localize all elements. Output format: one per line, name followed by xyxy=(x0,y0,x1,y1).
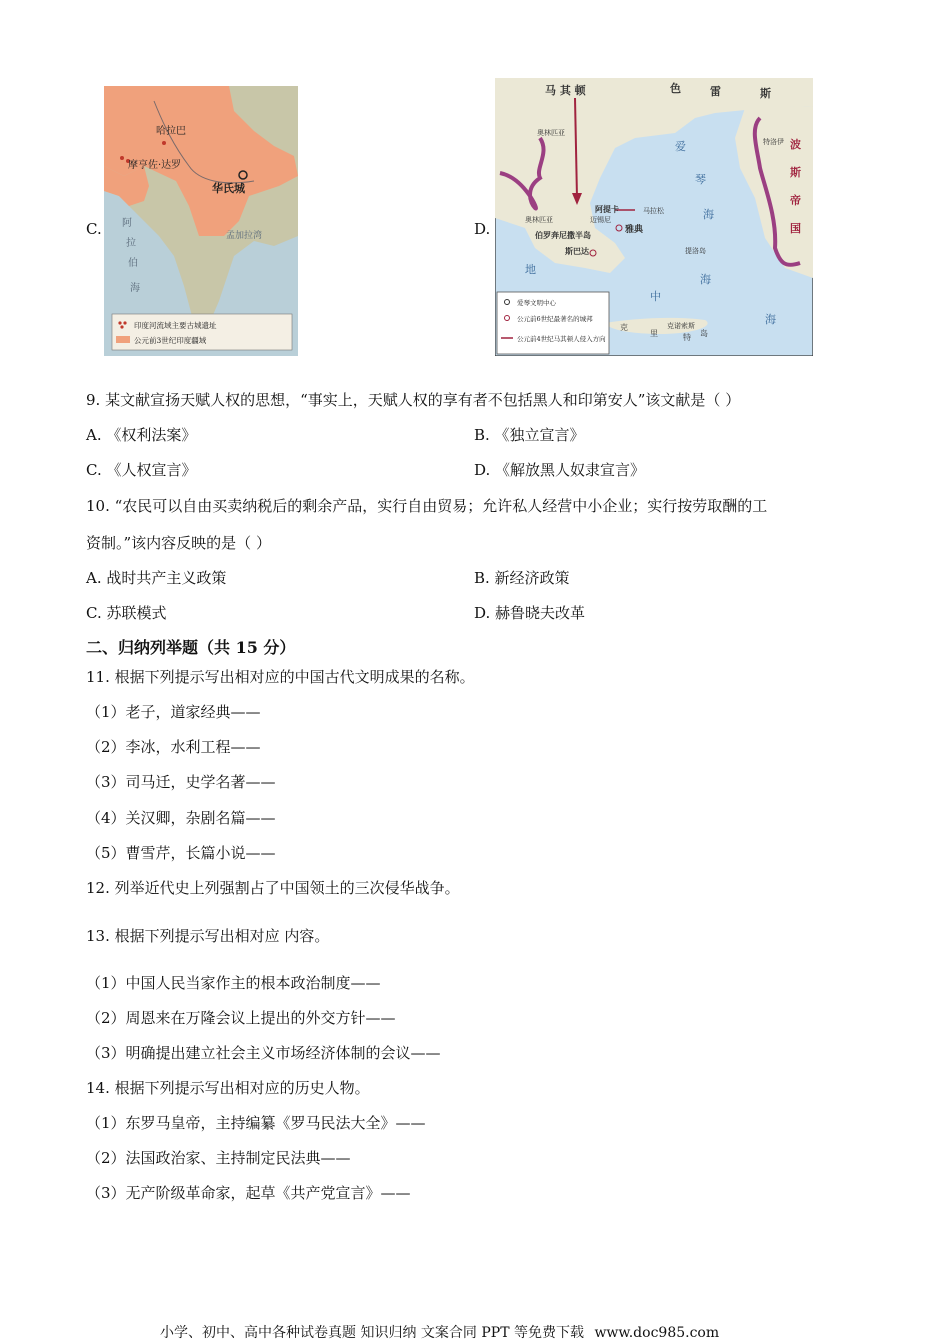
persia-4: 国 xyxy=(790,222,801,235)
sea-arabian-1: 阿 xyxy=(122,218,132,229)
q9-stem: 9. 某文献宣扬天赋人权的思想，“事实上，天赋人权的享有者不包括黑人和印第安人”该文献是（ ） xyxy=(86,391,741,409)
sea-aegean-3: 海 xyxy=(703,208,714,221)
sea-aegean-1: 爱 xyxy=(675,140,686,153)
q9-option-a: A. 《权利法案》 xyxy=(86,426,197,444)
q11-item-5: （5）曹雪芹，长篇小说—— xyxy=(86,844,276,862)
sea-med-1: 地 xyxy=(525,263,536,276)
persia-1: 波 xyxy=(790,138,801,151)
crete-2: 里 xyxy=(650,329,658,338)
sea-arabian-4: 海 xyxy=(130,283,140,294)
q10-stem-line2: 资制。”该内容反映的是（ ） xyxy=(86,534,271,552)
place-marathon: 马拉松 xyxy=(643,207,664,215)
place-knossos: 克诺索斯 xyxy=(667,322,695,330)
q11-item-1: （1）老子，道家经典—— xyxy=(86,703,261,721)
legend-dot-icon xyxy=(123,321,126,324)
q10-stem-line1: 10. “农民可以自由买卖纳税后的剩余产品，实行自由贸易；允许私人经营中小企业；实行按劳取酬的工 xyxy=(86,497,768,515)
india-map xyxy=(104,86,298,356)
greece-map-svg xyxy=(495,78,813,356)
q11-item-3: （3）司马迁，史学名著—— xyxy=(86,773,276,791)
crete-3: 特 xyxy=(683,333,691,342)
crete-1: 克 xyxy=(620,323,628,332)
q13-item-2: （2）周恩来在万隆会议上提出的外交方针—— xyxy=(86,1009,396,1027)
legend-item-1: 印度河流域主要古城遗址 xyxy=(134,321,217,330)
q13-stem: 13. 根据下列提示写出相对应 内容。 xyxy=(86,927,330,945)
sea-thrace-1: 色 xyxy=(670,82,681,95)
place-pataliputra: 华氏城 xyxy=(212,182,245,195)
india-map-svg xyxy=(104,86,298,356)
legend-item-3: 公元前4世纪马其顿人侵入方向 xyxy=(517,335,606,343)
place-delos: 提洛岛 xyxy=(685,247,706,255)
crete-4: 岛 xyxy=(700,329,708,338)
legend-item-1: 爱琴文明中心 xyxy=(517,299,556,307)
persia-2: 斯 xyxy=(790,166,801,179)
q12-stem: 12. 列举近代史上列强割占了中国领土的三次侵华战争。 xyxy=(86,879,460,897)
q13-item-3: （3）明确提出建立社会主义市场经济体制的会议—— xyxy=(86,1044,441,1062)
sea-med-3: 海 xyxy=(700,273,711,286)
place-sparta: 斯巴达 xyxy=(565,246,589,256)
q9-option-d: D. 《解放黑人奴隶宣言》 xyxy=(474,461,646,479)
city-dot xyxy=(120,156,124,160)
legend-swatch xyxy=(116,336,130,343)
q11-stem: 11. 根据下列提示写出相对应的中国古代文明成果的名称。 xyxy=(86,668,475,686)
place-macedon: 马 其 顿 xyxy=(545,84,586,97)
q13-item-1: （1）中国人民当家作主的根本政治制度—— xyxy=(86,974,381,992)
sea-bengal: 孟加拉湾 xyxy=(226,231,263,241)
city-dot xyxy=(162,141,166,145)
sea-arabian-2: 拉 xyxy=(126,238,136,249)
place-harappa: 哈拉巴 xyxy=(156,126,186,137)
sea-med-2: 中 xyxy=(650,290,661,303)
legend-dot-icon xyxy=(118,321,121,324)
place-attica: 阿提卡 xyxy=(595,204,619,214)
sea-edge: 海 xyxy=(765,313,776,326)
option-c-label: C. xyxy=(86,220,102,238)
q9-option-b: B. 《独立宣言》 xyxy=(474,426,585,444)
place-mycenae: 迈锡尼 xyxy=(590,216,611,224)
place-olympia-2: 奥林匹亚 xyxy=(525,216,553,224)
legend-dot-icon xyxy=(120,325,123,328)
q10-option-a: A. 战时共产主义政策 xyxy=(86,569,227,587)
footer-url[interactable]: www.doc985.com xyxy=(594,1325,720,1341)
q11-item-2: （2）李冰，水利工程—— xyxy=(86,738,261,756)
q14-item-1: （1）东罗马皇帝，主持编纂《罗马民法大全》—— xyxy=(86,1114,426,1132)
sea-thrace-3: 斯 xyxy=(760,87,771,100)
q14-stem: 14. 根据下列提示写出相对应的历史人物。 xyxy=(86,1079,370,1097)
place-mohenjo: 摩亨佐·达罗 xyxy=(128,160,182,171)
option-d-label: D. xyxy=(474,220,491,238)
place-peloponnese: 伯罗奔尼撒半岛 xyxy=(535,230,591,240)
q14-item-2: （2）法国政治家、主持制定民法典—— xyxy=(86,1149,351,1167)
footer-text: 小学、初中、高中各种试卷真题 知识归纳 文案合同 PPT 等免费下载 xyxy=(160,1325,584,1341)
legend-item-2: 公元前6世纪最著名的城邦 xyxy=(517,315,593,323)
sea-aegean-2: 琴 xyxy=(695,173,706,186)
q11-item-4: （4）关汉卿，杂剧名篇—— xyxy=(86,809,276,827)
persia-3: 帝 xyxy=(790,194,801,207)
q14-item-3: （3）无产阶级革命家，起草《共产党宣言》—— xyxy=(86,1184,411,1202)
place-olympia: 奥林匹亚 xyxy=(537,129,565,137)
sea-thrace-2: 雷 xyxy=(710,85,721,98)
page-footer xyxy=(160,1322,725,1342)
section-2-heading: 二、归纳列举题（共 15 分） xyxy=(86,638,296,657)
place-athens: 雅典 xyxy=(625,225,644,235)
q10-option-b: B. 新经济政策 xyxy=(474,569,570,587)
legend-item-2: 公元前3世纪印度疆域 xyxy=(134,336,207,345)
sea-arabian-3: 伯 xyxy=(128,258,138,269)
place-troy: 特洛伊 xyxy=(763,138,784,146)
q9-option-c: C. 《人权宣言》 xyxy=(86,461,197,479)
q10-option-d: D. 赫鲁晓夫改革 xyxy=(474,604,586,622)
greece-map xyxy=(495,78,813,356)
q10-option-c: C. 苏联模式 xyxy=(86,604,167,622)
